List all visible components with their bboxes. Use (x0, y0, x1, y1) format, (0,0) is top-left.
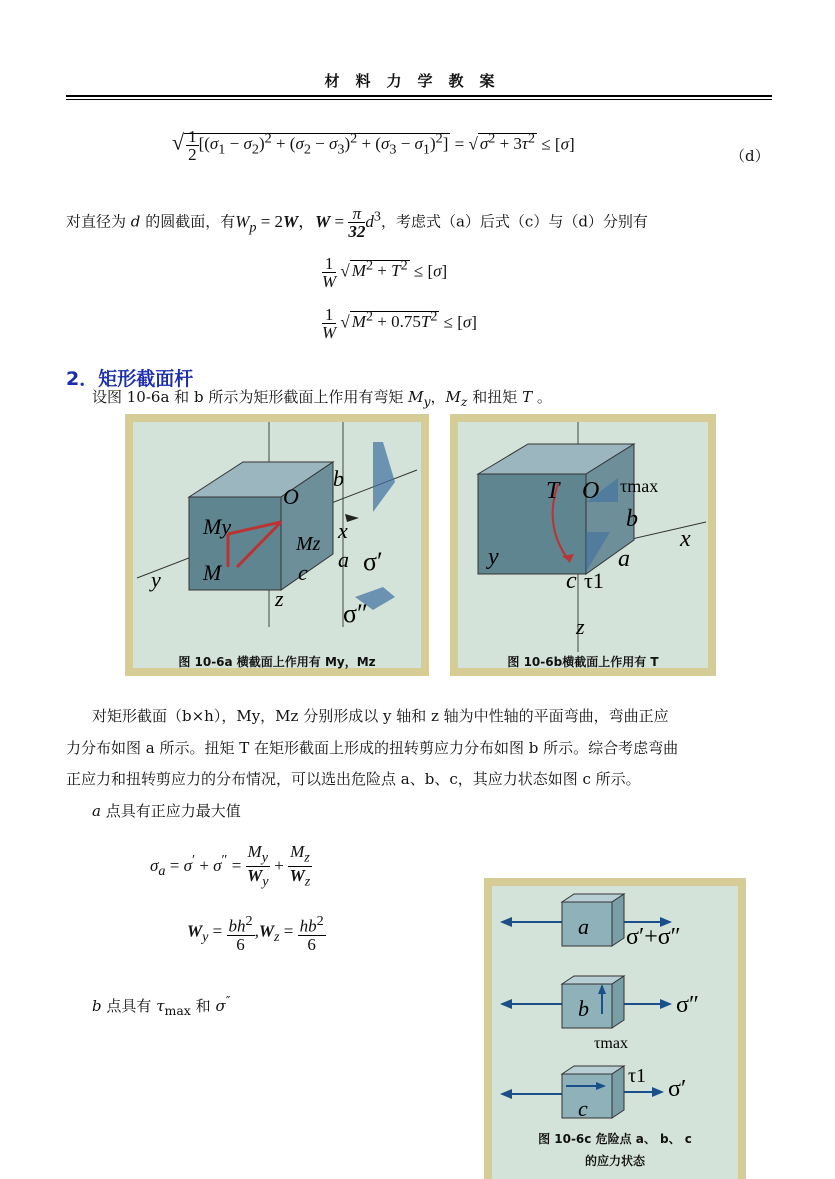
label-T: T (546, 478, 560, 504)
section-title: 2．矩形截面杆 (66, 368, 194, 390)
label-O: O (582, 478, 600, 504)
equation-sigma-a: $\sigma_a = \sigma' + \sigma''$ = $\frac{M_y}{W_y}$ + $\frac{M_z}{W_z}$ (150, 842, 311, 890)
figure-a-caption: 图 10-6a 横截面上作用有 My，Mz (178, 655, 376, 669)
label-tau-max: τmax (620, 476, 659, 496)
point-a-line (92, 800, 241, 822)
paragraph-2-line2: 力分布如图 a 所示。扭矩 T 在矩形截面上形成的扭转剪应力分布如图 b 所示。综合考虑弯曲 (66, 739, 679, 757)
label-c: c (566, 568, 577, 594)
page-header: 材料力学教案 (324, 72, 511, 90)
para1-text1: 设图 10-6a 和 b 所示为矩形截面上作用有弯矩 (92, 388, 404, 406)
para1-text2: 和扭矩 (472, 388, 518, 406)
label-sigma-sum: σ′+σ″ (626, 924, 681, 950)
label-c: c (578, 1096, 588, 1121)
paragraph-1: 设图 10-6a 和 b 所示为矩形截面上作用有弯矩 $M_y$，$M_z$ 和扭矩 T 。 (92, 388, 552, 409)
label-tau-max: τmax (594, 1035, 628, 1052)
intro-paragraph: 对直径为 d 的圆截面，有$W_p = 2W$，W = $\frac{\pi}{32}$ $d^3$，考虑式（a）后式（c）与（d）分别有 (66, 204, 648, 242)
label-y: y (488, 544, 499, 570)
header-rule (66, 95, 772, 97)
label-b: b (578, 996, 589, 1021)
paragraph-2-line1: 对矩形截面（b×h），My，Mz 分别形成以 y 轴和 z 轴为中性轴的平面弯曲，弯曲正应 (92, 707, 669, 725)
label-z: z (275, 586, 284, 611)
label-a: a (618, 546, 630, 572)
label-b: b (333, 466, 344, 491)
label-b: b (626, 506, 638, 532)
label-tau-1: τ1 (584, 568, 604, 593)
label-x: x (680, 526, 691, 552)
intro-lead: 对直径为 (66, 212, 127, 231)
point-b-text2: 和 (195, 997, 211, 1015)
label-a: a (578, 914, 589, 939)
label-O: O (283, 484, 299, 509)
header-rule-thin (66, 99, 772, 100)
label-My: My (203, 514, 232, 539)
intro-mid: 的圆截面，有 (145, 212, 236, 231)
label-z: z (576, 614, 585, 639)
label-Mz: Mz (296, 533, 321, 555)
label-sigma-prime: σ′ (363, 547, 383, 576)
formula-2: $\frac{1}{W}$ √ $M^2 + 0.75T^2 \le [\sigma]$ (322, 305, 477, 342)
figure-b-caption: 图 10-6b横截面上作用有 T (507, 655, 659, 669)
figure-10-6b (450, 414, 716, 676)
label-M: M (203, 560, 222, 585)
label-sigma-double-prime: σ″ (343, 599, 368, 628)
label-c: c (298, 560, 308, 585)
label-y: y (151, 567, 161, 592)
equation-tag-d: （d） (730, 147, 770, 165)
point-a-label: a (92, 802, 101, 820)
intro-d: d (130, 212, 141, 231)
label-tau-1: τ1 (628, 1065, 647, 1087)
para1-end: 。 (536, 388, 552, 406)
equation-d: √ $\frac{1}{2}$ $[(\sigma_1 - \sigma_2)^2 + (\sigma_2 - \sigma_3)^2 + (\sigma_3 - \sigma_1)^2]$ = √ $\sigma^2 + 3\tau^2 \le [\sigma]$ (172, 127, 575, 164)
paragraph-2-line3: 正应力和扭转剪应力的分布情况，可以选出危险点 a、b、c，其应力状态如图 c 所示。 (66, 770, 641, 788)
intro-tail: ，考虑式（a）后式（c）与（d）分别有 (380, 212, 648, 231)
formula-1: $\frac{1}{W}$ √ $M^2 + T^2 \le [\sigma]$ (322, 254, 448, 291)
figure-c-caption-line1: 图 10-6c 危险点 a、 b、 c (538, 1132, 692, 1146)
label-x: x (338, 518, 348, 543)
point-a-text: 点具有正应力最大值 (105, 802, 241, 820)
point-b-text1: 点具有 (106, 997, 152, 1015)
figure-10-6a (125, 414, 429, 676)
label-sigma-double-prime: σ″ (676, 992, 699, 1018)
label-a: a (338, 547, 349, 572)
point-b-line: b 点具有 $\tau_{max}$ 和 σ″ (92, 993, 231, 1018)
equation-section-modulus: $W_y$ = $\frac{bh^2}{6}$ $,W_z$ = $\frac{hb^2}{6}$ (187, 913, 324, 954)
label-sigma-prime: σ′ (668, 1076, 687, 1102)
figure-c-caption-line2: 的应力状态 (584, 1154, 645, 1168)
point-b-label: b (92, 997, 102, 1015)
figure-10-6c (484, 878, 746, 1179)
